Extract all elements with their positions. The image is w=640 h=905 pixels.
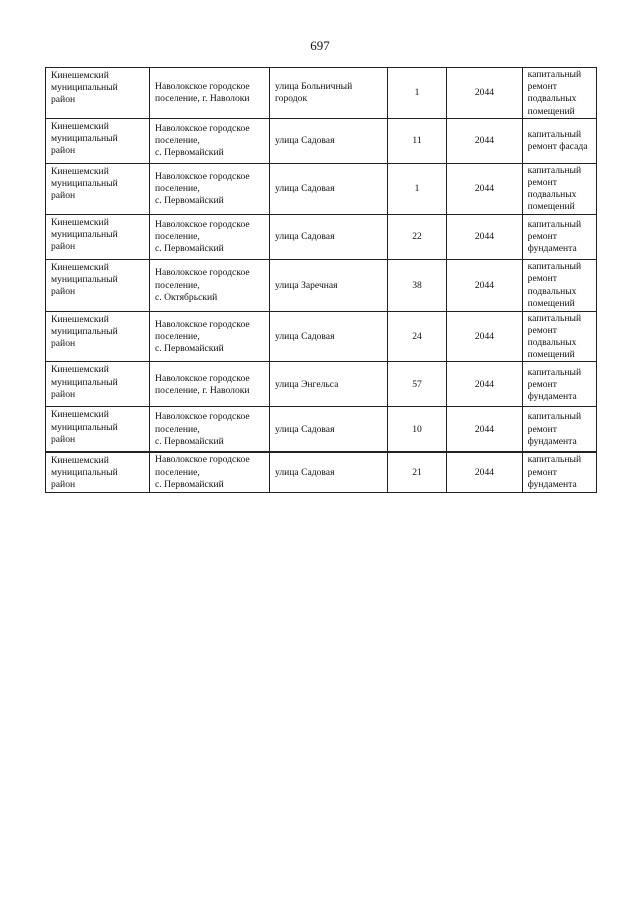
work-type-line: фундамента — [527, 243, 577, 255]
work-type-cell — [522, 118, 596, 163]
work-type-line: фундамента — [527, 435, 577, 447]
work-type-line: подвальных — [527, 93, 577, 105]
settlement-line: Наволокское городское — [155, 170, 250, 182]
settlement-line: Наволокское городское — [155, 81, 250, 93]
district-line: муниципальный — [51, 228, 118, 240]
settlement-line: поселение, — [155, 135, 200, 147]
district-line: район — [51, 190, 76, 202]
street-cell — [269, 214, 387, 259]
work-type-line: подвальных — [527, 337, 577, 349]
settlement-line: с. Первомайский — [155, 195, 224, 207]
district-cell — [46, 259, 150, 311]
street-cell — [269, 259, 387, 311]
work-type-line: помещений — [527, 297, 575, 309]
settlement-line: с. Октябрьский — [155, 291, 218, 303]
house-number-cell: 22 — [387, 214, 446, 259]
settlement-line: поселение, — [155, 423, 200, 435]
settlement-line: поселение, — [155, 183, 200, 195]
work-type-line: ремонт — [527, 81, 557, 93]
work-type-line: фундамента — [527, 478, 577, 490]
district-line: район — [51, 145, 76, 157]
work-type-cell — [522, 259, 596, 311]
street-line: улица Садовая — [274, 423, 335, 435]
year-cell: 2044 — [447, 214, 522, 259]
table-row — [46, 68, 597, 119]
settlement-cell — [150, 452, 270, 492]
settlement-line: с. Первомайский — [155, 243, 224, 255]
district-line: Кинешемский — [51, 454, 109, 466]
settlement-line: с. Первомайский — [155, 343, 224, 355]
district-line: район — [51, 241, 76, 253]
house-number-cell: 11 — [387, 118, 446, 163]
district-line: район — [51, 286, 76, 298]
street-cell — [269, 118, 387, 163]
settlement-cell — [150, 259, 270, 311]
street-line: улица Больничный — [274, 81, 353, 93]
district-line: район — [51, 433, 76, 445]
settlement-cell — [150, 163, 270, 214]
district-line: муниципальный — [51, 273, 118, 285]
work-type-cell — [522, 163, 596, 214]
street-line: улица Садовая — [274, 466, 335, 478]
work-type-cell — [522, 452, 596, 492]
work-type-line: капитальный — [527, 129, 582, 141]
district-line: Кинешемский — [51, 70, 109, 81]
work-type-line: подвальных — [527, 285, 577, 297]
district-line: муниципальный — [51, 325, 118, 337]
settlement-line: Наволокское городское — [155, 123, 250, 134]
street-line: улица Садовая — [274, 330, 335, 342]
street-cell — [269, 68, 387, 119]
district-cell — [46, 163, 150, 214]
street-line: городок — [274, 93, 308, 105]
work-type-line: помещений — [527, 349, 575, 361]
district-line: Кинешемский — [51, 364, 109, 376]
house-number-cell: 1 — [387, 163, 446, 214]
work-type-line: капитальный — [527, 69, 582, 80]
district-line: район — [51, 338, 76, 350]
work-type-line: подвальных — [527, 189, 577, 201]
district-line: муниципальный — [51, 376, 118, 388]
work-type-line: капитальный — [527, 218, 582, 230]
work-type-cell — [522, 214, 596, 259]
settlement-line: Наволокское городское — [155, 372, 250, 384]
settlement-line: поселение, г. Наволоки — [155, 384, 250, 396]
page-number: 697 — [310, 38, 330, 53]
district-line: муниципальный — [51, 82, 118, 94]
settlement-cell — [150, 214, 270, 259]
settlement-line: Наволокское городское — [155, 267, 250, 279]
district-line: муниципальный — [51, 421, 118, 433]
work-type-line: капитальный — [527, 261, 582, 273]
work-type-line: ремонт — [527, 231, 557, 243]
district-line: Кинешемский — [51, 120, 109, 132]
district-cell — [46, 452, 150, 492]
district-cell — [46, 68, 150, 119]
district-cell — [46, 407, 150, 452]
work-type-cell — [522, 407, 596, 452]
settlement-line: Наволокское городское — [155, 454, 250, 466]
work-type-line: капитальный — [527, 366, 582, 378]
settlement-line: поселение, — [155, 466, 200, 478]
work-type-line: ремонт — [527, 273, 557, 285]
district-cell — [46, 118, 150, 163]
work-type-line: ремонт — [527, 378, 557, 390]
work-type-line: помещений — [527, 201, 575, 213]
district-line: Кинешемский — [51, 313, 109, 325]
year-cell: 2044 — [447, 362, 522, 407]
year-cell: 2044 — [447, 259, 522, 311]
street-line: улица Садовая — [274, 183, 335, 195]
house-number-cell: 10 — [387, 407, 446, 452]
settlement-line: с. Первомайский — [155, 435, 224, 447]
work-type-line: капитальный — [527, 312, 582, 324]
settlement-line: поселение, г. Наволоки — [155, 93, 250, 105]
district-line: район — [51, 388, 76, 400]
settlement-line: поселение, — [155, 330, 200, 342]
settlement-line: поселение, — [155, 279, 200, 291]
year-cell: 2044 — [447, 163, 522, 214]
house-number-cell: 38 — [387, 259, 446, 311]
table-row — [46, 214, 597, 259]
year-cell: 2044 — [447, 407, 522, 452]
settlement-cell — [150, 311, 270, 362]
work-type-line: ремонт — [527, 177, 557, 189]
settlement-line: с. Первомайский — [155, 147, 224, 159]
street-cell — [269, 452, 387, 492]
table-body — [46, 68, 597, 493]
table-row — [46, 259, 597, 311]
street-cell — [269, 407, 387, 452]
street-cell — [269, 311, 387, 362]
work-type-line: капитальный — [527, 454, 582, 466]
settlement-line: Наволокское городское — [155, 218, 250, 230]
settlement-line: с. Первомайский — [155, 478, 224, 490]
table-row — [46, 407, 597, 452]
settlement-cell — [150, 362, 270, 407]
district-line: муниципальный — [51, 467, 118, 479]
house-number-cell: 24 — [387, 311, 446, 362]
year-cell: 2044 — [447, 68, 522, 119]
district-line: муниципальный — [51, 133, 118, 145]
street-line: улица Энгельса — [274, 378, 339, 390]
district-line: район — [51, 479, 76, 491]
house-number-cell: 1 — [387, 68, 446, 119]
work-type-cell — [522, 311, 596, 362]
table-row — [46, 118, 597, 163]
district-cell — [46, 311, 150, 362]
year-cell: 2044 — [447, 118, 522, 163]
work-type-line: ремонт фасада — [527, 141, 588, 153]
settlement-cell — [150, 407, 270, 452]
repair-schedule-table — [45, 67, 597, 493]
house-number-cell: 57 — [387, 362, 446, 407]
year-cell: 2044 — [447, 311, 522, 362]
work-type-cell — [522, 362, 596, 407]
street-line: улица Садовая — [274, 231, 335, 243]
table-row — [46, 163, 597, 214]
settlement-cell — [150, 68, 270, 119]
district-line: Кинешемский — [51, 261, 109, 273]
year-cell: 2044 — [447, 452, 522, 492]
settlement-line: Наволокское городское — [155, 411, 250, 423]
work-type-cell — [522, 68, 596, 119]
street-cell — [269, 163, 387, 214]
settlement-line: Наволокское городское — [155, 318, 250, 330]
work-type-line: ремонт — [527, 466, 557, 478]
work-type-line: помещений — [527, 105, 575, 117]
district-cell — [46, 214, 150, 259]
district-cell — [46, 362, 150, 407]
table-row — [46, 362, 597, 407]
settlement-line: поселение, — [155, 231, 200, 243]
work-type-line: фундамента — [527, 391, 577, 403]
work-type-line: ремонт — [527, 324, 557, 336]
district-line: Кинешемский — [51, 409, 109, 421]
street-line: улица Садовая — [274, 135, 335, 147]
table-row — [46, 452, 597, 492]
street-cell — [269, 362, 387, 407]
house-number-cell: 21 — [387, 452, 446, 492]
work-type-line: капитальный — [527, 411, 582, 423]
settlement-cell — [150, 118, 270, 163]
street-line: улица Заречная — [274, 279, 338, 291]
district-line: муниципальный — [51, 178, 118, 190]
table-row — [46, 311, 597, 362]
work-type-line: ремонт — [527, 423, 557, 435]
district-line: Кинешемский — [51, 165, 109, 177]
work-type-line: капитальный — [527, 164, 582, 176]
district-line: район — [51, 94, 76, 106]
district-line: Кинешемский — [51, 216, 109, 228]
